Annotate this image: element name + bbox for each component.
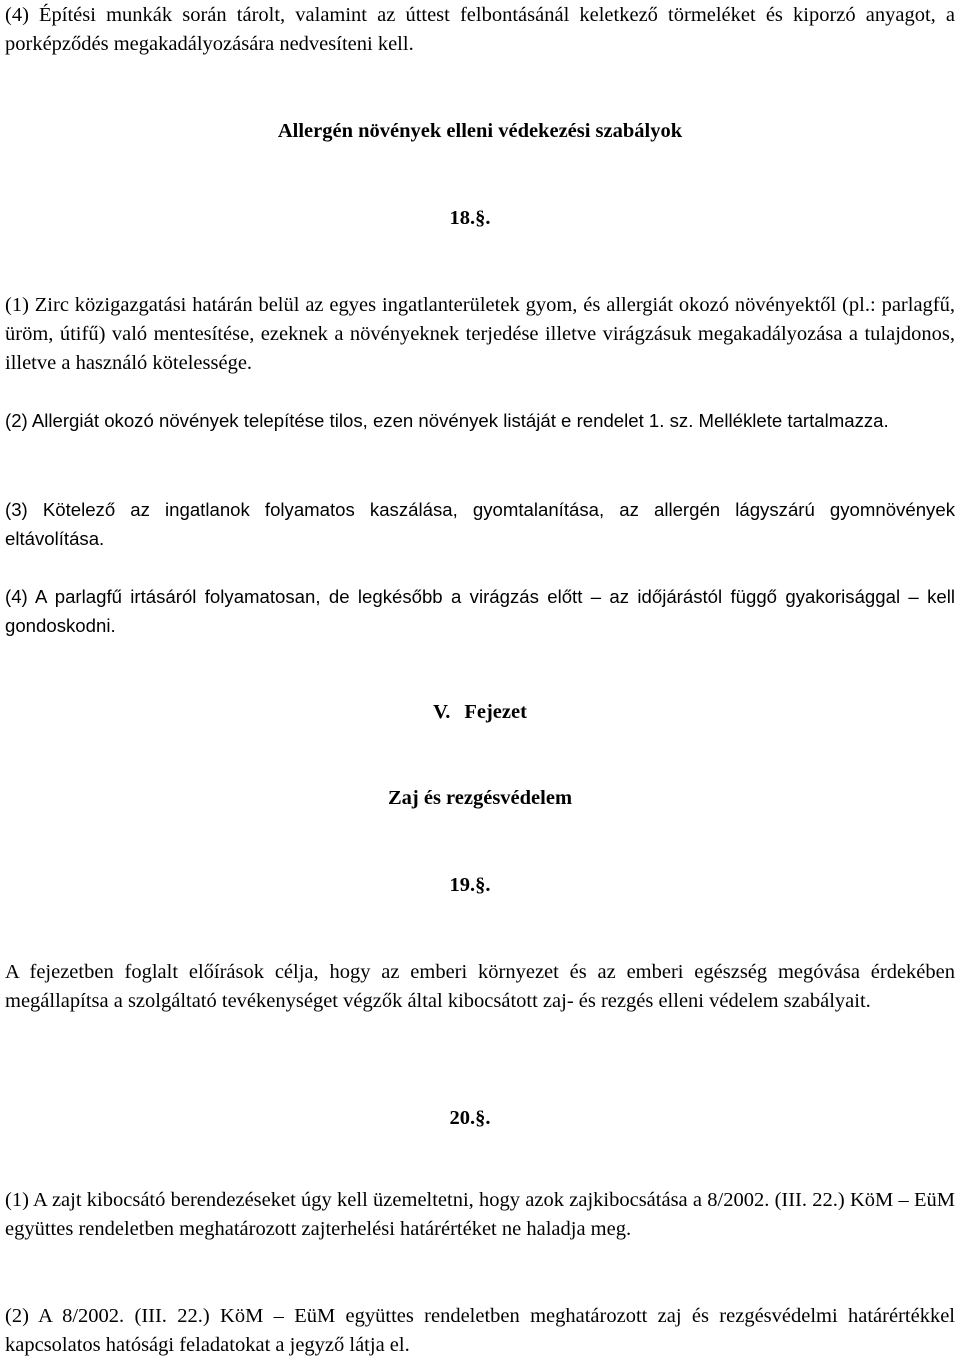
intro-paragraph: (4) Építési munkák során tárolt, valamint az úttest felbontásánál keletkező törmeléket és kiporzó anyagot, a porképződés megakadályozására nedvesíteni kell. xyxy=(5,4,955,55)
section2-number: 19.§. xyxy=(449,874,491,896)
section1-number: 18.§. xyxy=(449,207,491,229)
chapter-heading xyxy=(5,698,955,727)
section2-paragraph: A fejezetben foglalt előírások célja, hogy az emberi környezet és az emberi egészség megóvása érdekében megállapítsa a szolgáltató tevékenységet végzők által kibocsátott zaj- és rezgés elleni védelem szabályait. xyxy=(5,961,955,1012)
section1-paragraph-4: (4) A parlagfű irtásáról folyamatosan, de legkésőbb a virágzás előtt – az időjárástól függő gyakorisággal – kell gondoskodni. xyxy=(5,586,955,636)
section1-paragraph-1: (1) Zirc közigazgatási határán belül az egyes ingatlanterületek gyom, és allergiát okozó növényektől (pl.: parlagfű, üröm, útifű) való mentesítése, ezeknek a növényeknek terjedése illetve virágzásuk megakadályozása a tulajdonos, illetve a használó kötelessége. xyxy=(5,294,955,374)
chapter-label: Fejezet xyxy=(464,701,527,723)
section3-paragraph-1: (1) A zajt kibocsátó berendezéseket úgy kell üzemeltetni, hogy azok zajkibocsátása a 8/2002. (III. 22.) KöM – EüM együttes rendeletben meghatározott zajterhelési határértéket ne haladja meg. xyxy=(5,1189,955,1240)
section3-paragraph-2: (2) A 8/2002. (III. 22.) KöM – EüM együttes rendeletben meghatározott zaj és rezgésvédelmi határértékkel kapcsolatos hatósági feladatokat a jegyző látja el. xyxy=(5,1305,955,1356)
chapter-title: Zaj és rezgésvédelem xyxy=(387,787,573,809)
section1-paragraph-2: (2) Allergiát okozó növények telepítése tilos, ezen növények listáját e rendelet 1. sz. Melléklete tartalmazza. xyxy=(5,410,889,431)
chapter-number: V. xyxy=(433,701,451,723)
section3-number: 20.§. xyxy=(449,1107,491,1129)
section1-title: Allergén növények elleni védekezési szabályok xyxy=(277,120,683,142)
section1-paragraph-3: (3) Kötelező az ingatlanok folyamatos kaszálása, gyomtalanítása, az allergén lágyszárú gyomnövények eltávolítása. xyxy=(5,499,955,549)
